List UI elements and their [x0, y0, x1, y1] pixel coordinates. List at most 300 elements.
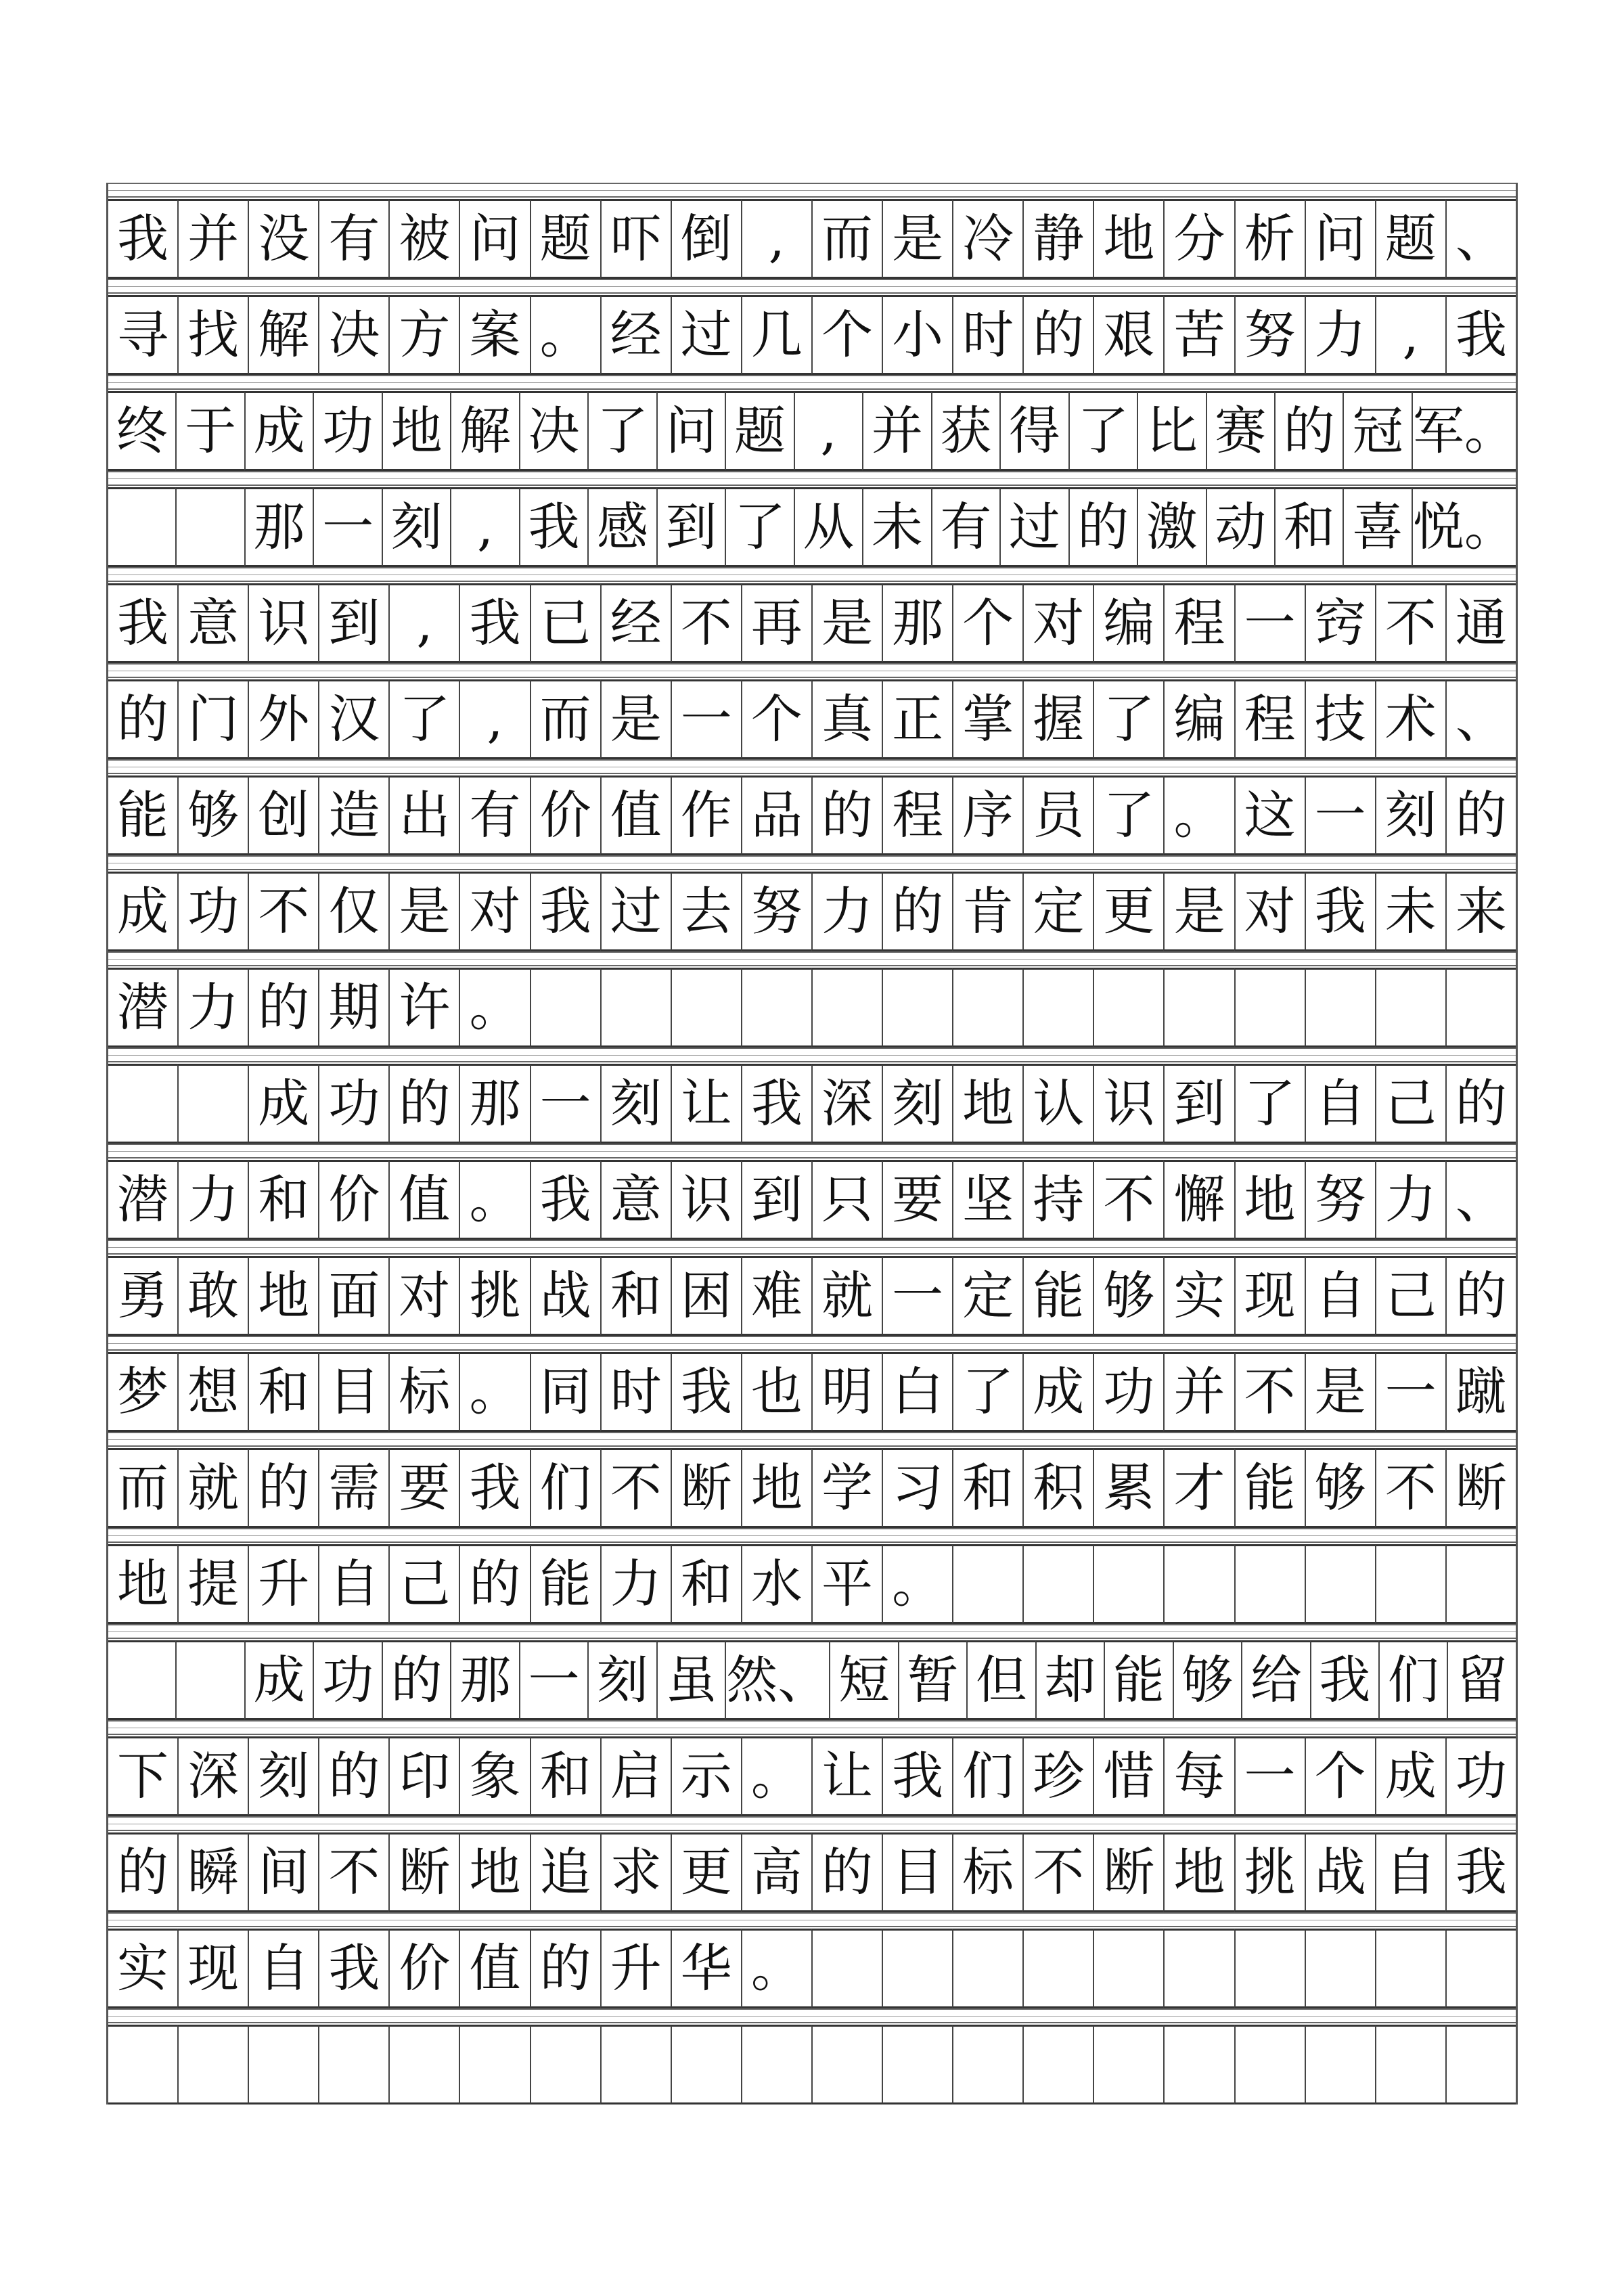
- grid-cell: 刻: [600, 1064, 671, 1144]
- grid-cell: 面: [318, 1256, 388, 1336]
- grid-cell: 要: [388, 1448, 459, 1528]
- grid-cell: 激: [1137, 487, 1205, 567]
- grid-cell: 坚: [952, 1160, 1022, 1240]
- grid-cell: 而: [811, 199, 882, 279]
- grid-cell: 潜: [108, 968, 177, 1048]
- grid-cell: 术: [1375, 679, 1445, 759]
- grid-cell: 喜: [1343, 487, 1411, 567]
- grid-cell: [1445, 1544, 1516, 1624]
- grid-cell: [175, 1640, 244, 1720]
- grid-cell: 经: [600, 295, 671, 375]
- grid-cell: 留: [1447, 1640, 1515, 1720]
- grid-cell: 、: [1445, 1160, 1516, 1240]
- row-separator: [108, 1048, 1516, 1062]
- grid-cell: [882, 968, 952, 1048]
- grid-cell: 感: [587, 487, 656, 567]
- grid-cell: [388, 2025, 459, 2104]
- grid-cell: 成: [244, 1640, 313, 1720]
- row-separator: [108, 663, 1516, 678]
- grid-cell: 已: [530, 583, 600, 663]
- grid-cell: 和: [530, 1736, 600, 1816]
- grid-cell: 潜: [108, 1160, 177, 1240]
- grid-cell: 并: [1163, 1352, 1234, 1432]
- grid-cell: [741, 2025, 811, 2104]
- row-separator: [108, 951, 1516, 966]
- grid-row: [108, 1832, 1516, 1912]
- grid-cell: [108, 1064, 177, 1144]
- grid-row: [108, 391, 1516, 471]
- grid-cell: 员: [1022, 775, 1093, 855]
- grid-cell: 一: [671, 679, 741, 759]
- grid-cell: 创: [248, 775, 318, 855]
- grid-row: [108, 295, 1516, 375]
- grid-cell: 水: [741, 1544, 811, 1624]
- grid-cell: 深: [811, 1064, 882, 1144]
- grid-cell: 己: [388, 1544, 459, 1624]
- grid-cell: 们: [1378, 1640, 1447, 1720]
- grid-cell: 能: [1022, 1256, 1093, 1336]
- grid-cell: 窍: [1305, 583, 1375, 663]
- grid-cell: 能: [1104, 1640, 1172, 1720]
- grid-cell: [108, 2025, 177, 2104]
- grid-cell: [1163, 1929, 1234, 2008]
- grid-cell: 到: [318, 583, 388, 663]
- grid-cell: 并: [177, 199, 248, 279]
- grid-cell: 我: [108, 583, 177, 663]
- grid-cell: 自: [1305, 1256, 1375, 1336]
- grid-cell: 每: [1163, 1736, 1234, 1816]
- grid-cell: 个: [952, 583, 1022, 663]
- grid-cell: 力: [1375, 1160, 1445, 1240]
- grid-cell: 挑: [1234, 1832, 1305, 1912]
- grid-cell: [1093, 2025, 1163, 2104]
- grid-cell: 值: [459, 1929, 529, 2008]
- grid-cell: 。: [459, 1160, 529, 1240]
- grid-cell: 定: [1022, 872, 1093, 951]
- grid-row: [108, 1256, 1516, 1336]
- grid-cell: 找: [177, 295, 248, 375]
- row-separator: [108, 1432, 1516, 1447]
- grid-cell: 印: [388, 1736, 459, 1816]
- grid-cell: 对: [459, 872, 529, 951]
- grid-cell: [1375, 968, 1445, 1048]
- grid-cell: 功: [313, 391, 381, 471]
- grid-cell: 是: [811, 583, 882, 663]
- grid-cell: 地: [382, 391, 450, 471]
- grid-row: [108, 199, 1516, 279]
- grid-cell: 小: [882, 295, 952, 375]
- grid-cell: 吓: [600, 199, 671, 279]
- grid-cell: [1445, 2025, 1516, 2104]
- grid-row: [108, 1352, 1516, 1432]
- grid-cell: 提: [177, 1544, 248, 1624]
- grid-cell: [1163, 1544, 1234, 1624]
- grid-cell: 力: [177, 1160, 248, 1240]
- grid-cell: 短: [829, 1640, 897, 1720]
- grid-cell: 是: [882, 199, 952, 279]
- grid-cell: 了: [725, 487, 793, 567]
- grid-cell: [811, 968, 882, 1048]
- grid-cell: 功: [1445, 1736, 1516, 1816]
- grid-cell: 动: [1206, 487, 1274, 567]
- grid-cell: 的: [530, 1929, 600, 2008]
- grid-cell: [811, 2025, 882, 2104]
- grid-cell: 过: [999, 487, 1068, 567]
- grid-cell: 地: [108, 1544, 177, 1624]
- grid-cell: [1022, 968, 1093, 1048]
- grid-cell: 有: [931, 487, 999, 567]
- grid-cell: 通: [1445, 583, 1516, 663]
- grid-cell: 到: [656, 487, 725, 567]
- grid-cell: 程: [1234, 679, 1305, 759]
- grid-cell: 的: [1274, 391, 1343, 471]
- grid-cell: 的: [108, 1832, 177, 1912]
- grid-cell: 勇: [108, 1256, 177, 1336]
- grid-cell: 一: [1234, 1736, 1305, 1816]
- grid-cell: [530, 968, 600, 1048]
- grid-cell: 们: [530, 1448, 600, 1528]
- grid-cell: [671, 968, 741, 1048]
- grid-cell: 是: [1163, 872, 1234, 951]
- grid-cell: 的: [108, 679, 177, 759]
- grid-cell: 了: [388, 679, 459, 759]
- grid-cell: 力: [600, 1544, 671, 1624]
- grid-cell: 现: [1234, 1256, 1305, 1336]
- grid-cell: 却: [1035, 1640, 1104, 1720]
- row-separator: [108, 471, 1516, 486]
- row-separator: [108, 1336, 1516, 1351]
- grid-cell: 虽: [656, 1640, 725, 1720]
- grid-cell: [108, 487, 175, 567]
- grid-cell: [1305, 968, 1375, 1048]
- grid-cell: 题: [530, 199, 600, 279]
- grid-cell: 白: [882, 1352, 952, 1432]
- grid-cell: 同: [530, 1352, 600, 1432]
- grid-cell: 平: [811, 1544, 882, 1624]
- grid-cell: 那: [882, 583, 952, 663]
- grid-cell: 时: [952, 295, 1022, 375]
- grid-cell: 我: [671, 1352, 741, 1432]
- grid-cell: 战: [1305, 1832, 1375, 1912]
- grid-cell: 期: [318, 968, 388, 1048]
- grid-cell: 不: [1375, 583, 1445, 663]
- grid-cell: 地: [741, 1448, 811, 1528]
- grid-cell: 升: [600, 1929, 671, 2008]
- grid-cell: 不: [1093, 1160, 1163, 1240]
- grid-cell: 赛: [1206, 391, 1274, 471]
- grid-cell: 程: [1163, 583, 1234, 663]
- grid-row: [108, 679, 1516, 759]
- grid-cell: 难: [741, 1256, 811, 1336]
- grid-cell: [177, 1064, 248, 1144]
- grid-cell: 这: [1234, 775, 1305, 855]
- grid-cell: 更: [671, 1832, 741, 1912]
- grid-cell: [1163, 2025, 1234, 2104]
- grid-cell: 、: [1445, 199, 1516, 279]
- grid-cell: 和: [671, 1544, 741, 1624]
- grid-cell: 门: [177, 679, 248, 759]
- grid-cell: 作: [671, 775, 741, 855]
- grid-cell: [1093, 1544, 1163, 1624]
- row-separator: [108, 1144, 1516, 1158]
- grid-cell: [1234, 1929, 1305, 2008]
- grid-cell: 功: [313, 1640, 381, 1720]
- grid-cell: 刻: [1375, 775, 1445, 855]
- grid-cell: [1093, 1929, 1163, 2008]
- grid-row: [108, 487, 1516, 567]
- grid-cell: 功: [1093, 1352, 1163, 1432]
- grid-cell: 是: [388, 872, 459, 951]
- row-separator: [108, 183, 1516, 198]
- grid-cell: 得: [999, 391, 1068, 471]
- grid-cell: 苦: [1163, 295, 1234, 375]
- grid-cell: 我: [108, 199, 177, 279]
- grid-row: [108, 1640, 1516, 1720]
- grid-cell: 。: [741, 1736, 811, 1816]
- grid-cell: 自: [1305, 1064, 1375, 1144]
- grid-cell: 和: [248, 1352, 318, 1432]
- grid-cell: 敢: [177, 1256, 248, 1336]
- grid-cell: 明: [811, 1352, 882, 1432]
- grid-cell: 程: [882, 775, 952, 855]
- grid-cell: 有: [459, 775, 529, 855]
- grid-cell: 而: [108, 1448, 177, 1528]
- grid-cell: 经: [600, 583, 671, 663]
- grid-cell: 倒: [671, 199, 741, 279]
- grid-cell: 对: [1234, 872, 1305, 951]
- grid-cell: 我: [1305, 872, 1375, 951]
- grid-cell: 给: [1241, 1640, 1309, 1720]
- grid-cell: 问: [1305, 199, 1375, 279]
- grid-cell: 实: [108, 1929, 177, 2008]
- grid-cell: 标: [388, 1352, 459, 1432]
- grid-cell: 力: [1305, 295, 1375, 375]
- grid-cell: 艰: [1093, 295, 1163, 375]
- writing-grid-sheet: [106, 183, 1518, 2104]
- grid-cell: 于: [175, 391, 244, 471]
- grid-cell: 珍: [1022, 1736, 1093, 1816]
- grid-cell: 求: [600, 1832, 671, 1912]
- grid-cell: 不: [671, 583, 741, 663]
- grid-cell: 华: [671, 1929, 741, 2008]
- grid-cell: 成: [244, 391, 313, 471]
- grid-cell: 那: [459, 1064, 529, 1144]
- row-separator: [108, 1720, 1516, 1735]
- grid-cell: 习: [882, 1448, 952, 1528]
- grid-cell: 一: [882, 1256, 952, 1336]
- grid-cell: 现: [177, 1929, 248, 2008]
- grid-cell: [1305, 1544, 1375, 1624]
- grid-cell: 肯: [952, 872, 1022, 951]
- grid-cell: 外: [248, 679, 318, 759]
- grid-cell: [1022, 1929, 1093, 2008]
- grid-cell: 就: [811, 1256, 882, 1336]
- row-separator: [108, 2008, 1516, 2023]
- grid-cell: 握: [1022, 679, 1093, 759]
- grid-cell: 不: [318, 1832, 388, 1912]
- grid-cell: 战: [530, 1256, 600, 1336]
- grid-cell: 我: [741, 1064, 811, 1144]
- grid-cell: [1022, 1544, 1093, 1624]
- grid-cell: [600, 968, 671, 1048]
- grid-cell: 地: [1234, 1160, 1305, 1240]
- grid-cell: 。: [741, 1929, 811, 2008]
- grid-cell: [175, 487, 244, 567]
- grid-cell: 冷: [952, 199, 1022, 279]
- grid-cell: 也: [741, 1352, 811, 1432]
- grid-cell: 造: [318, 775, 388, 855]
- grid-cell: ,: [459, 679, 529, 759]
- grid-cell: 那: [244, 487, 313, 567]
- grid-cell: 我: [318, 1929, 388, 2008]
- grid-cell: 的: [248, 968, 318, 1048]
- grid-cell: 的: [811, 1832, 882, 1912]
- grid-row: [108, 1448, 1516, 1528]
- grid-cell: 目: [318, 1352, 388, 1432]
- grid-cell: 要: [882, 1160, 952, 1240]
- grid-row: [108, 1064, 1516, 1144]
- grid-cell: 积: [1022, 1448, 1093, 1528]
- grid-cell: 方: [388, 295, 459, 375]
- grid-cell: 被: [388, 199, 459, 279]
- grid-cell: 定: [952, 1256, 1022, 1336]
- grid-cell: 和: [600, 1256, 671, 1336]
- grid-cell: 目: [882, 1832, 952, 1912]
- row-separator: [108, 279, 1516, 294]
- grid-cell: 没: [248, 199, 318, 279]
- grid-cell: 寻: [108, 295, 177, 375]
- row-separator: [108, 1816, 1516, 1831]
- grid-cell: 一: [530, 1064, 600, 1144]
- grid-cell: 刻: [248, 1736, 318, 1816]
- grid-cell: 够: [177, 775, 248, 855]
- grid-cell: 我: [459, 583, 529, 663]
- grid-cell: 决: [519, 391, 587, 471]
- grid-cell: [1305, 2025, 1375, 2104]
- grid-cell: 断: [1445, 1448, 1516, 1528]
- grid-cell: 和: [248, 1160, 318, 1240]
- grid-cell: 梦: [108, 1352, 177, 1432]
- grid-cell: 品: [741, 775, 811, 855]
- row-separator: [108, 1624, 1516, 1639]
- grid-cell: 们: [952, 1736, 1022, 1816]
- grid-cell: 案: [459, 295, 529, 375]
- grid-cell: 汉: [318, 679, 388, 759]
- grid-cell: 是: [1305, 1352, 1375, 1432]
- grid-cell: [1093, 968, 1163, 1048]
- grid-row: [108, 1544, 1516, 1624]
- grid-cell: 获: [931, 391, 999, 471]
- grid-cell: 到: [1163, 1064, 1234, 1144]
- grid-cell: 过: [600, 872, 671, 951]
- grid-cell: 。: [882, 1544, 952, 1624]
- grid-cell: [1445, 968, 1516, 1048]
- grid-cell: 和: [952, 1448, 1022, 1528]
- grid-cell: 许: [388, 968, 459, 1048]
- grid-cell: 值: [388, 1160, 459, 1240]
- grid-cell: [1375, 1929, 1445, 2008]
- grid-cell: 。: [459, 968, 529, 1048]
- grid-cell: [248, 2025, 318, 2104]
- grid-cell: 努: [1234, 295, 1305, 375]
- grid-cell: 力: [177, 968, 248, 1048]
- grid-cell: 己: [1375, 1064, 1445, 1144]
- grid-cell: 到: [741, 1160, 811, 1240]
- grid-cell: 题: [1375, 199, 1445, 279]
- grid-cell: 真: [811, 679, 882, 759]
- grid-row: [108, 872, 1516, 951]
- grid-cell: 价: [388, 1929, 459, 2008]
- grid-cell: 几: [741, 295, 811, 375]
- grid-cell: 冠: [1343, 391, 1411, 471]
- grid-cell: 断: [1093, 1832, 1163, 1912]
- grid-cell: 的: [1022, 295, 1093, 375]
- grid-cell: 问: [656, 391, 725, 471]
- grid-cell: 的: [248, 1448, 318, 1528]
- grid-cell: 能: [108, 775, 177, 855]
- grid-cell: 解: [248, 295, 318, 375]
- grid-cell: 是: [600, 679, 671, 759]
- grid-cell: 再: [741, 583, 811, 663]
- grid-cell: 够: [1305, 1448, 1375, 1528]
- grid-row: [108, 2025, 1516, 2104]
- grid-cell: 了: [1234, 1064, 1305, 1144]
- row-separator: [108, 567, 1516, 582]
- grid-cell: 我: [459, 1448, 529, 1528]
- grid-cell: 让: [811, 1736, 882, 1816]
- grid-cell: 去: [671, 872, 741, 951]
- grid-cell: 我: [1310, 1640, 1378, 1720]
- grid-cell: 挑: [459, 1256, 529, 1336]
- grid-cell: 析: [1234, 199, 1305, 279]
- grid-cell: [1234, 2025, 1305, 2104]
- grid-cell: 有: [318, 199, 388, 279]
- grid-cell: 困: [671, 1256, 741, 1336]
- grid-cell: [1163, 968, 1234, 1048]
- grid-cell: 一: [1375, 1352, 1445, 1432]
- grid-cell: 认: [1022, 1064, 1093, 1144]
- grid-cell: 深: [177, 1736, 248, 1816]
- grid-cell: 地: [1163, 1832, 1234, 1912]
- grid-cell: 并: [862, 391, 930, 471]
- grid-cell: 和: [1274, 487, 1343, 567]
- grid-cell: 地: [952, 1064, 1022, 1144]
- grid-row: [108, 968, 1516, 1048]
- grid-cell: 一: [519, 1640, 587, 1720]
- grid-cell: 的: [1445, 1064, 1516, 1144]
- grid-cell: 刻: [882, 1064, 952, 1144]
- grid-cell: 不: [1022, 1832, 1093, 1912]
- grid-cell: 一: [313, 487, 381, 567]
- grid-cell: 技: [1305, 679, 1375, 759]
- grid-cell: 。: [1163, 775, 1234, 855]
- grid-cell: 功: [318, 1064, 388, 1144]
- grid-cell: 个: [741, 679, 811, 759]
- grid-cell: 对: [388, 1256, 459, 1336]
- grid-cell: 过: [671, 295, 741, 375]
- grid-cell: [952, 968, 1022, 1048]
- grid-cell: [952, 1929, 1022, 2008]
- grid-cell: 持: [1022, 1160, 1093, 1240]
- row-separator: [108, 1240, 1516, 1255]
- grid-cell: 个: [1305, 1736, 1375, 1816]
- grid-cell: 来: [1445, 872, 1516, 951]
- grid-cell: 学: [811, 1448, 882, 1528]
- grid-cell: 就: [177, 1448, 248, 1528]
- grid-cell: 努: [1305, 1160, 1375, 1240]
- grid-cell: 能: [1234, 1448, 1305, 1528]
- grid-cell: 价: [530, 775, 600, 855]
